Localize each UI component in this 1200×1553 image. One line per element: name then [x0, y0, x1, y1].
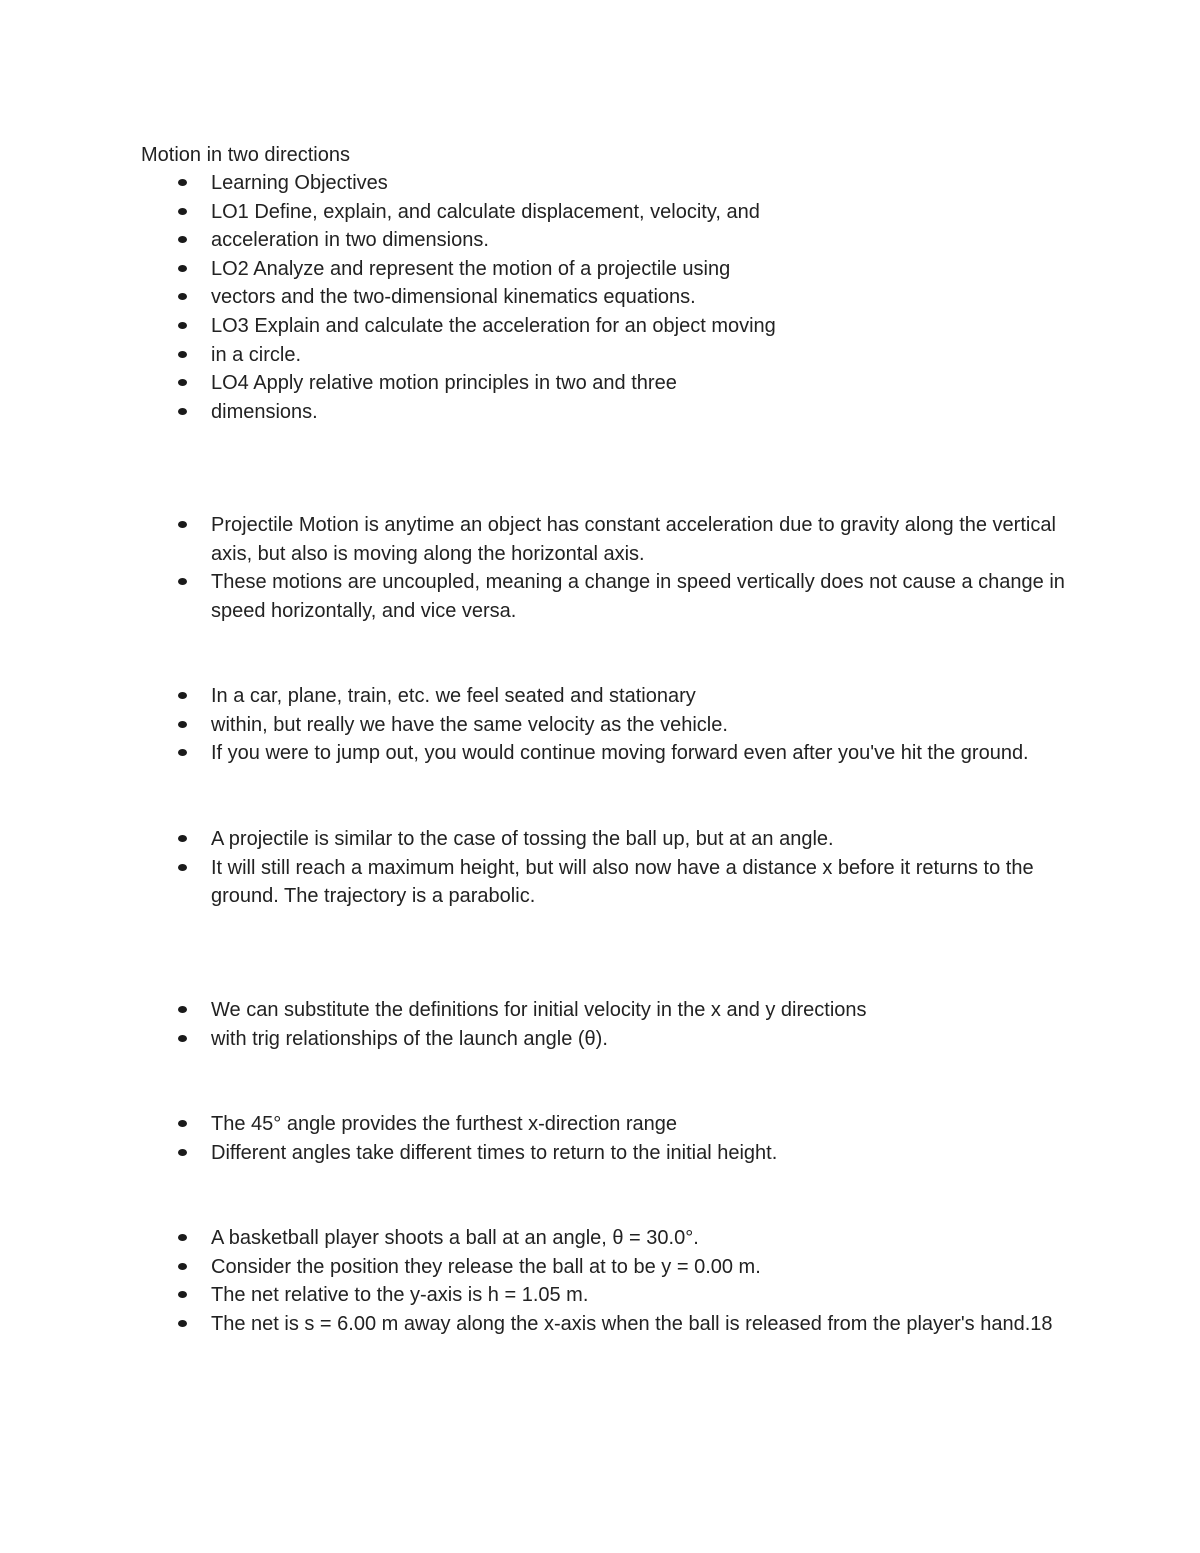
list-item — [172, 511, 1072, 568]
bullet-icon — [178, 351, 187, 358]
list-item-text: with trig relationships of the launch angle (θ). — [211, 1027, 608, 1050]
list-item — [172, 1310, 1072, 1339]
bullet-icon — [178, 721, 187, 728]
bullet-icon — [178, 1035, 187, 1042]
bullet-icon — [178, 379, 187, 386]
list-item — [172, 854, 1072, 911]
launch-angle-list — [172, 1110, 1072, 1167]
list-item-text: vectors and the two-dimensional kinematics equations. — [211, 286, 696, 309]
bullet-icon — [178, 864, 187, 871]
list-item — [172, 1281, 1072, 1310]
bullet-icon — [178, 265, 187, 272]
list-item — [172, 996, 1072, 1025]
list-item — [172, 312, 1072, 341]
list-item-text: LO4 Apply relative motion principles in two and three — [211, 372, 677, 395]
list-item-text: dimensions. — [211, 400, 318, 423]
list-item-text: If you were to jump out, you would continue moving forward even after you've hit the ground. — [211, 742, 1029, 765]
bullet-icon — [178, 1320, 187, 1327]
trig-substitution-list — [172, 996, 1072, 1053]
list-item — [172, 682, 1072, 711]
list-item-text: In a car, plane, train, etc. we feel seated and stationary — [211, 685, 696, 707]
list-item — [172, 398, 1072, 427]
bullet-icon — [178, 236, 187, 243]
list-item — [172, 369, 1072, 398]
list-item-text: Projectile Motion is anytime an object has constant acceleration due to gravity along the vertical axis, but also is moving along the horizontal axis. — [211, 514, 1056, 565]
list-item-text: A basketball player shoots a ball at an angle, θ = 30.0°. — [211, 1227, 699, 1249]
document-title: Motion in two directions — [141, 144, 350, 166]
bullet-icon — [178, 1291, 187, 1298]
list-item-text: Consider the position they release the ball at to be y = 0.00 m. — [211, 1255, 761, 1278]
list-item — [172, 1025, 1072, 1054]
bullet-icon — [178, 578, 187, 585]
list-item-text: It will still reach a maximum height, but will also now have a distance x before it returns to the ground. The trajectory is a parabolic. — [211, 856, 1034, 908]
list-item-text: in a circle. — [211, 343, 302, 366]
bullet-icon — [178, 1006, 187, 1013]
list-item-text: The 45° angle provides the furthest x-direction range — [211, 1113, 678, 1135]
list-item — [172, 226, 1072, 255]
bullet-icon — [178, 1149, 187, 1156]
list-item-text: These motions are uncoupled, meaning a change in speed vertically does not cause a change in speed horizontally, and vice versa. — [211, 571, 1065, 622]
bullet-icon — [178, 1263, 187, 1270]
bullet-icon — [178, 293, 187, 300]
bullet-icon — [178, 179, 187, 186]
bullet-icon — [178, 322, 187, 329]
list-item-text: LO3 Explain and calculate the acceleration for an object moving — [211, 314, 776, 337]
list-item — [172, 169, 1072, 198]
list-item — [172, 1139, 1072, 1168]
bullet-icon — [178, 208, 187, 215]
list-item-text: We can substitute the definitions for initial velocity in the x and y directions — [211, 999, 867, 1021]
list-item — [172, 1110, 1072, 1139]
bullet-icon — [178, 1234, 187, 1241]
bullet-icon — [178, 835, 187, 842]
bullet-icon — [178, 692, 187, 699]
list-item — [172, 283, 1072, 312]
list-item — [172, 711, 1072, 740]
list-item — [172, 198, 1072, 227]
list-item — [172, 568, 1072, 625]
relative-motion-list — [172, 682, 1072, 768]
list-item-text: LO2 Analyze and represent the motion of a projectile using — [211, 257, 731, 280]
list-item-text: The net relative to the y-axis is h = 1.05 m. — [211, 1284, 589, 1307]
list-item-text: A projectile is similar to the case of tossing the ball up, but at an angle. — [211, 828, 834, 850]
bullet-icon — [178, 749, 187, 756]
list-item-text: acceleration in two dimensions. — [211, 229, 489, 252]
learning-objectives-list — [172, 169, 1072, 426]
list-item — [172, 255, 1072, 284]
bullet-icon — [178, 408, 187, 415]
list-item-text: LO1 Define, explain, and calculate displacement, velocity, and — [211, 200, 760, 223]
list-item — [172, 739, 1072, 768]
list-item-text: Different angles take different times to return to the initial height. — [211, 1141, 778, 1164]
basketball-example-list — [172, 1224, 1072, 1338]
projectile-motion-list — [172, 511, 1072, 625]
list-item-text: within, but really we have the same velocity as the vehicle. — [211, 713, 728, 736]
list-item — [172, 825, 1072, 854]
list-item — [172, 341, 1072, 370]
projectile-angle-list — [172, 825, 1072, 911]
bullet-icon — [178, 521, 187, 528]
list-item — [172, 1224, 1072, 1253]
list-item — [172, 1253, 1072, 1282]
bullet-icon — [178, 1120, 187, 1127]
list-item-text: The net is s = 6.00 m away along the x-axis when the ball is released from the player's hand.18 — [211, 1312, 1053, 1335]
list-item-text: Learning Objectives — [211, 172, 388, 194]
